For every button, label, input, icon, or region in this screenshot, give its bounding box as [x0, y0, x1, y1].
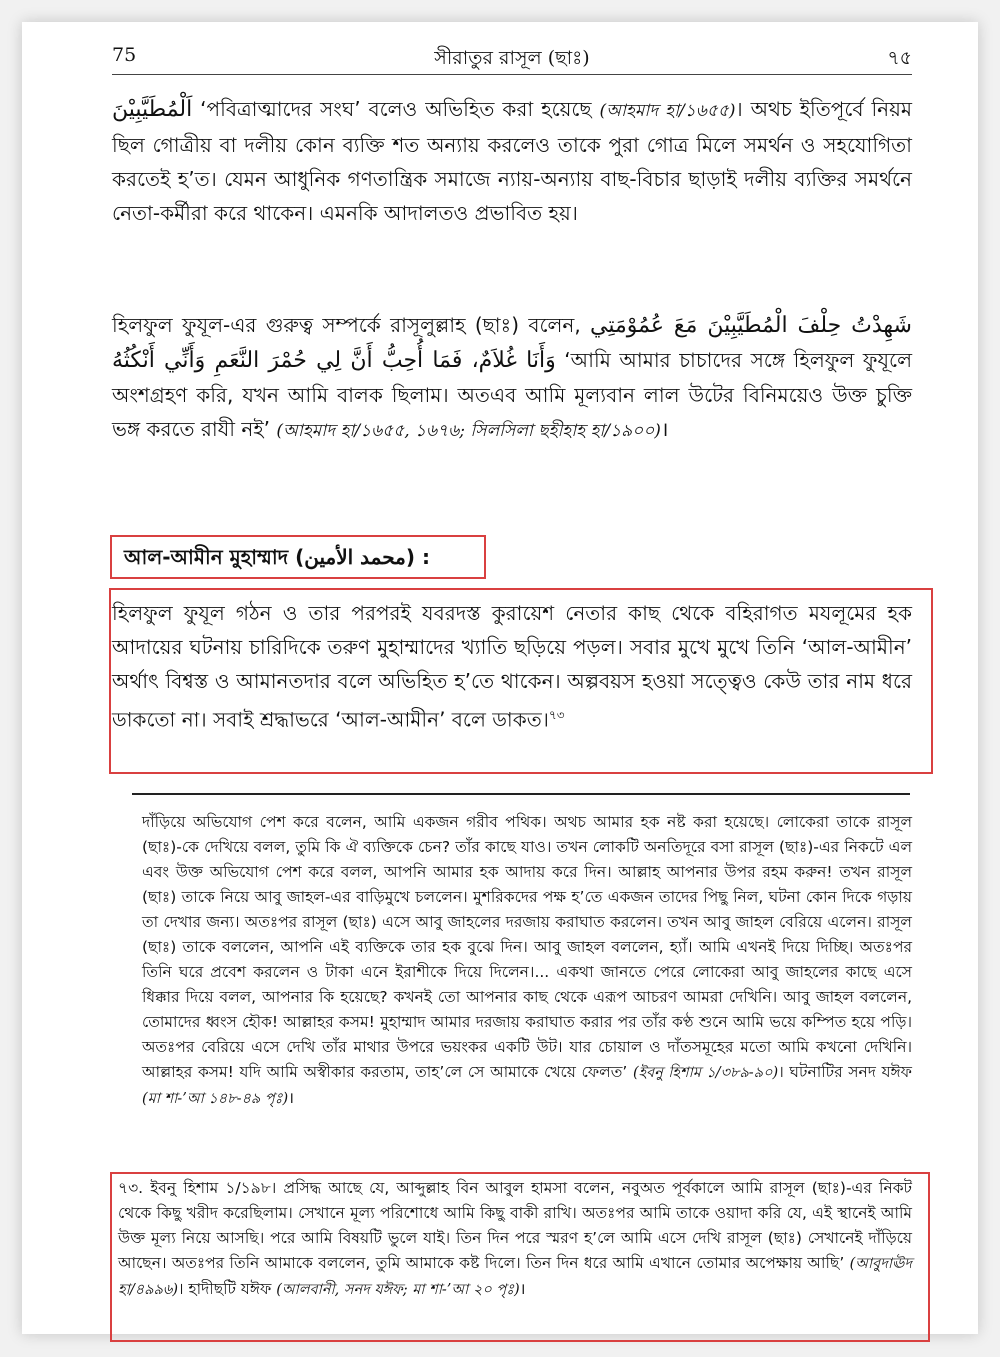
arabic-term: اَلْمُطَيَّبِيْنَ: [112, 97, 193, 122]
paragraph-2-text-b: ‘আমি আমার চাচাদের সঙ্গে হিলফুল ফুযূলে অংশগ্রহণ করি, যখন আমি বালক ছিলাম। অতএব আমি মূল্যবান লাল উটের বিনিময়েও উক্ত চুক্তি ভঙ্গ করতে রাযী নই’: [112, 348, 912, 441]
paragraph-1-text-a: ‘পবিত্রাত্মাদের সংঘ’ বলেও অভিহিত করা হয়েছে: [192, 97, 600, 121]
section-heading-arabic: محمد الأمين: [304, 545, 406, 569]
footnote-continuation: [142, 810, 912, 1112]
citation: (আহমাদ হা/১৬৫৫): [599, 101, 736, 121]
section-body-text: হিলফুল ফুযূল গঠন ও তার পরপরই যবরদস্ত কুরায়েশ নেতার কাছ থেকে বহিরাগত মযলূমের হক আদায়ের ঘটনায় চারিদিকে তরুণ মুহাম্মাদের খ্যাতি ছড়িয়ে পড়ল। সবার মুখে মুখে তিনি ‘আল-আমীন’ অর্থাৎ বিশ্বস্ত ও আমানতদার বলে অভিহিত হ’তে থাকেন। অল্পবয়স হওয়া সত্ত্বেও কেউ তার নাম ধরে ডাকতো না। সবাই শ্রদ্ধাভরে ‘আল-আমীন’ বলে ডাকত।: [112, 601, 912, 732]
footnote-divider: [132, 793, 910, 795]
section-heading: [110, 535, 486, 579]
paragraph-2: [112, 308, 912, 448]
citation: (আলবানী, সনদ যঈফ; মা শা-’আ ২০ পৃঃ): [276, 1282, 520, 1298]
paragraph-2-text-a: হিলফুল ফুযূল-এর গুরুত্ব সম্পর্কে রাসূলুল্লাহ (ছাঃ) বলেন,: [112, 313, 591, 337]
footnote-73-end: ।: [519, 1280, 526, 1298]
paragraph-2-text-c: ।: [660, 417, 669, 441]
page-number-left: 75: [112, 44, 137, 66]
footnote-continuation-text: দাঁড়িয়ে অভিযোগ পেশ করে বলেন, আমি একজন গরীব পথিক। অথচ আমার হক নষ্ট করা হয়েছে। লোকেরা তাকে রাসূল (ছাঃ)-কে দেখিয়ে বলল, তুমি কি ঐ ব্যক্তিকে চেন? তাঁর কাছে যাও। তখন লোকটি অনতিদূরে বসা রাসূল (ছাঃ)-এর নিকটে এল এবং উক্ত অভিযোগ পেশ করে বলল, আপনি আমার হক আদায় করে দিন। আল্লাহ আপনার উপর রহম করুন! তখন রাসূল (ছাঃ) তাকে নিয়ে আবু জাহল-এর বাড়িমুখে চললেন। মুশরিকদের পক্ষ হ’তে একজন তাদের পিছু নিল, ঘটনা কোন দিকে গড়ায় তা দেখার জন্য। অতঃপর রাসূল (ছাঃ) এসে আবু জাহলের দরজায় করাঘাত করলেন। তখন আবু জাহল বেরিয়ে এলেন। রাসূল (ছাঃ) তাকে বললেন, আপনি এই ব্যক্তিকে তার হক বুঝে দিন। আবু জাহল বললেন, হ্যাঁ। আমি এখনই দিয়ে দিচ্ছি। অতঃপর তিনি ঘরে প্রবেশ করলেন ও টাকা এনে ইরাশীকে দিয়ে দিলেন।... একথা জানতে পেরে লোকেরা আবু জাহলের কাছে এসে ধিক্কার দিয়ে বলল, আপনার কি হয়েছে? কখনই তো আপনার কাছ থেকে এরূপ আচরণ আমরা দেখিনি। আবু জাহল বললেন, তোমাদের ধ্বংস হৌক! আল্লাহর কসম! মুহাম্মাদ আমার দরজায় করাঘাত করার পর তাঁর কণ্ঠ শুনে আমি ভয়ে কম্পিত হয়ে পড়ি। অতঃপর বেরিয়ে এসে দেখি তাঁর মাথার উপরে ভয়ংকর একটি উট। যার চোয়াল ও দাঁতসমূহের মতো আমি কখনো দেখিনি। আল্লাহর কসম! যদি আমি অস্বীকার করতাম, তাহ’লে সে আমাকে খেয়ে ফেলত’: [142, 813, 912, 1081]
running-header: [112, 40, 912, 75]
footnote-reference: ৭৩: [548, 708, 565, 722]
arabic-hadith: شَهِدْتُ حِلْفَ الْمُطَيَّبِيْنَ مَعَ عُمُوْمَتِي وَأَنَا غُلاَمٌ، فَمَا أُحِبُّ أَنَّ لِي حُمْرَ النَّعَمِ وَأَنِّي أَنْكُثُهُ: [112, 313, 912, 373]
section-body: [112, 596, 912, 737]
book-page: [22, 22, 978, 1334]
section-heading-end: ) :: [405, 545, 430, 569]
footnote-73: [118, 1176, 912, 1303]
section-heading-text: আল-আমীন মুহাম্মাদ (: [124, 545, 305, 569]
citation: (আহমাদ হা/১৬৫৫, ১৬৭৬; সিলসিলা ছহীহাহ হা/১৯০০): [276, 421, 661, 441]
footnote-continuation-end: ।: [288, 1089, 294, 1107]
footnote-continuation-mid: । ঘটনাটির সনদ যঈফ: [778, 1063, 912, 1081]
citation: (আবুদাঊদ হা/৪৯৯৬): [118, 1256, 912, 1298]
citation: (মা শা-’আ ১৪৮-৪৯ পৃঃ): [142, 1091, 289, 1107]
paragraph-1: [112, 92, 912, 230]
page-number-right: ৭৫: [887, 47, 912, 69]
footnote-73-text: ৭৩. ইবনু হিশাম ১/১৯৮। প্রসিদ্ধ আছে যে, আব্দুল্লাহ বিন আবুল হামসা বলেন, নবুঅত পূর্বকালে আমি রাসূল (ছাঃ)-এর নিকট থেকে কিছু খরীদ করেছিলাম। সেখানে মূল্য পরিশোধে আমি কিছু বাকী রাখি। অতঃপর আমি তাকে ওয়াদা করি যে, এই স্থানেই আমি উক্ত মূল্য নিয়ে আসছি। পরে আমি বিষয়টি ভুলে যাই। তিন দিন পরে স্মরণ হ’লে আমি এসে দেখি রাসূল (ছাঃ) সেখানেই দাঁড়িয়ে আছেন। অতঃপর তিনি আমাকে বললেন, তুমি আমাকে কষ্ট দিলে। তিন দিন ধরে আমি এখানে তোমার অপেক্ষায় আছি’: [118, 1179, 912, 1272]
paragraph-1-text-b: । অথচ ইতিপূর্বে নিয়ম ছিল গোত্রীয় বা দলীয় কোন ব্যক্তি শত অন্যায় করলেও তাকে পুরা গোত্র মিলে সমর্থন ও সহযোগিতা করতেই হ’ত। যেমন আধুনিক গণতান্ত্রিক সমাজে ন্যায়-অন্যায় বাছ-বিচার ছাড়াই দলীয় ব্যক্তির সমর্থনে নেতা-কর্মীরা করে থাকেন। এমনকি আদালতও প্রভাবিত হয়।: [112, 97, 912, 225]
page-title: সীরাতুর রাসূল (ছাঃ): [434, 47, 590, 69]
footnote-73-mid: । হাদীছটি যঈফ: [178, 1280, 277, 1298]
citation: (ইবনু হিশাম ১/৩৮৯-৯০): [632, 1065, 779, 1081]
